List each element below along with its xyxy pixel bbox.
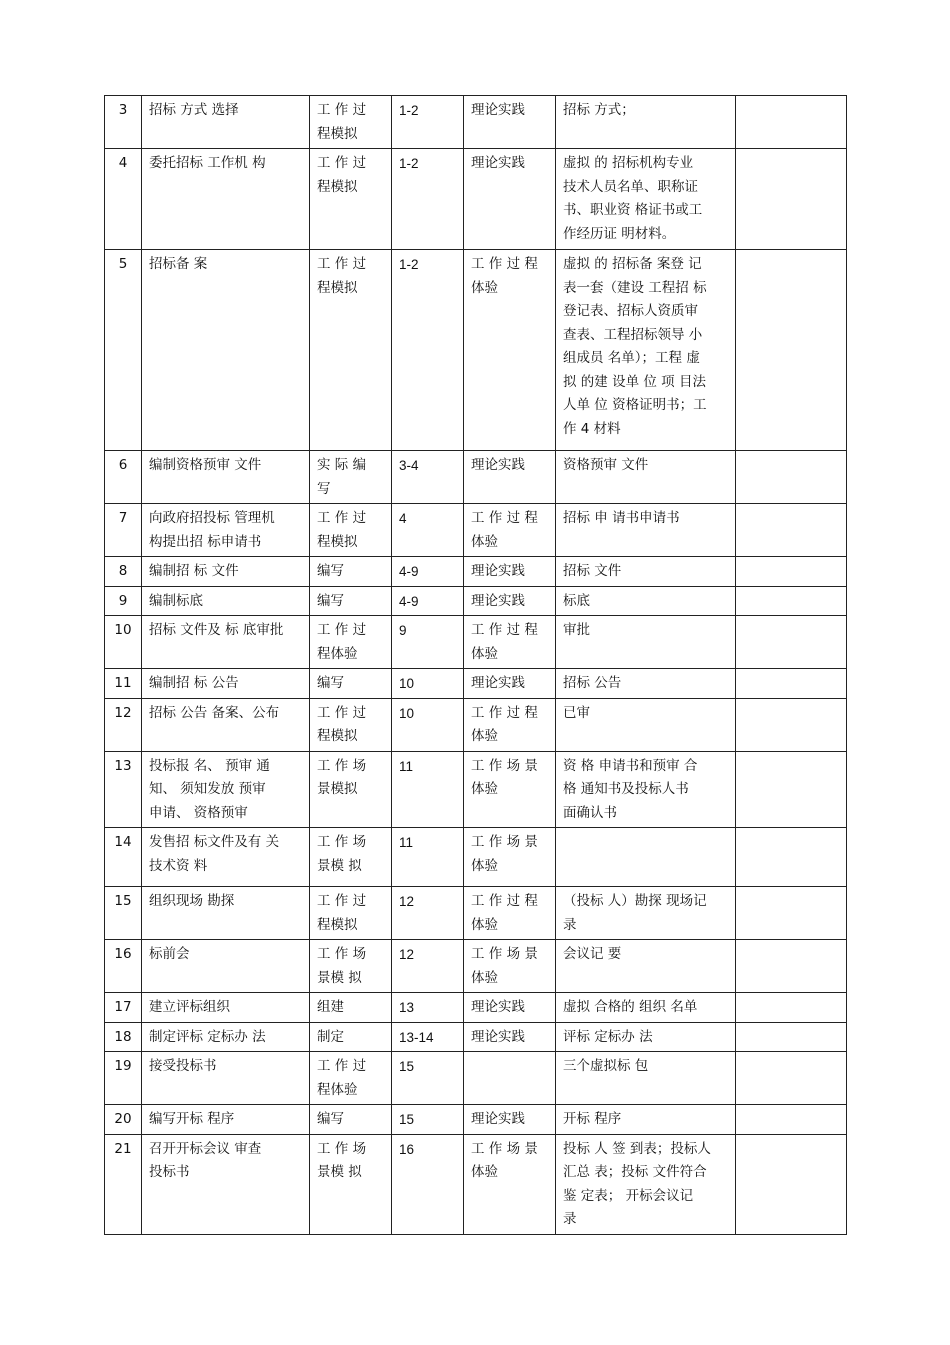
cell-task: 招标 文件及 标 底审批: [142, 616, 310, 669]
cell-note: [736, 698, 847, 751]
cell-note: [736, 96, 847, 149]
cell-week: 15: [392, 1105, 464, 1135]
cell-note: [736, 751, 847, 828]
cell-task: 组织现场 勘探: [142, 887, 310, 940]
cell-method: 组建: [310, 993, 392, 1023]
cell-output: （投标 人）勘探 现场记 录: [556, 887, 736, 940]
cell-number: 12: [105, 698, 142, 751]
cell-note: [736, 1105, 847, 1135]
cell-number: 7: [105, 504, 142, 557]
cell-number: 11: [105, 669, 142, 699]
cell-number: 17: [105, 993, 142, 1023]
cell-output: 招标 公告: [556, 669, 736, 699]
cell-task: 投标报 名、 预审 通 知、 须知发放 预审 申请、 资格预审: [142, 751, 310, 828]
cell-method: 工 作 过 程体验: [310, 616, 392, 669]
cell-week: 13-14: [392, 1022, 464, 1052]
cell-output: 虚拟 合格的 组织 名单: [556, 993, 736, 1023]
cell-task: 建立评标组织: [142, 993, 310, 1023]
cell-task: 编制标底: [142, 586, 310, 616]
cell-method: 工 作 过 程模拟: [310, 250, 392, 451]
cell-output: 虚拟 的 招标备 案登 记 表一套（建设 工程招 标 登记表、招标人资质审 查表、工程招标领导 小 组成员 名单）；工程 虚 拟 的建 设单 位 项 目法 人单 位 资格证明书；工 作 4 材料: [556, 250, 736, 451]
cell-note: [736, 1022, 847, 1052]
cell-task: 招标 公告 备案、公布: [142, 698, 310, 751]
cell-note: [736, 993, 847, 1023]
cell-note: [736, 504, 847, 557]
cell-week: 10: [392, 669, 464, 699]
cell-number: 21: [105, 1134, 142, 1234]
cell-type: 工 作 过 程 体验: [464, 616, 556, 669]
cell-type: 理论实践: [464, 1022, 556, 1052]
cell-task: 编制招 标 文件: [142, 557, 310, 587]
cell-number: 4: [105, 149, 142, 250]
cell-type: 理论实践: [464, 149, 556, 250]
cell-number: 3: [105, 96, 142, 149]
cell-week: 4: [392, 504, 464, 557]
table-row: [105, 698, 847, 751]
cell-method: 工 作 过 程模拟: [310, 149, 392, 250]
cell-method: 工 作 场 景模 拟: [310, 1134, 392, 1234]
table-row: [105, 1022, 847, 1052]
cell-method: 工 作 场 景模 拟: [310, 828, 392, 887]
cell-output: 评标 定标办 法: [556, 1022, 736, 1052]
cell-note: [736, 586, 847, 616]
cell-week: 1-2: [392, 96, 464, 149]
cell-method: 工 作 场 景模 拟: [310, 940, 392, 993]
cell-task: 招标备 案: [142, 250, 310, 451]
cell-method: 工 作 场 景模拟: [310, 751, 392, 828]
table-row: [105, 616, 847, 669]
cell-number: 8: [105, 557, 142, 587]
cell-output: 虚拟 的 招标机构专业 技术人员名单、职称证 书、职业资 格证书或工 作经历证 明材料。: [556, 149, 736, 250]
cell-note: [736, 887, 847, 940]
cell-task: 委托招标 工作机 构: [142, 149, 310, 250]
cell-output: 已审: [556, 698, 736, 751]
cell-type: 理论实践: [464, 96, 556, 149]
table-body: [105, 96, 847, 1235]
cell-method: 工 作 过 程模拟: [310, 698, 392, 751]
cell-type: 工 作 场 景 体验: [464, 940, 556, 993]
cell-note: [736, 451, 847, 504]
cell-number: 10: [105, 616, 142, 669]
cell-method: 编写: [310, 586, 392, 616]
cell-output: 审批: [556, 616, 736, 669]
table-row: [105, 669, 847, 699]
cell-number: 13: [105, 751, 142, 828]
cell-type: 工 作 场 景 体验: [464, 1134, 556, 1234]
table-row: [105, 993, 847, 1023]
cell-output: 招标 方式；: [556, 96, 736, 149]
cell-week: 1-2: [392, 250, 464, 451]
cell-note: [736, 149, 847, 250]
cell-task: 编写开标 程序: [142, 1105, 310, 1135]
cell-output: 标底: [556, 586, 736, 616]
table-row: [105, 940, 847, 993]
cell-week: 12: [392, 940, 464, 993]
table-row: [105, 557, 847, 587]
cell-task: 向政府招投标 管理机 构提出招 标申请书: [142, 504, 310, 557]
cell-type: 工 作 过 程 体验: [464, 504, 556, 557]
cell-type: 理论实践: [464, 557, 556, 587]
cell-task: 招标 方式 选择: [142, 96, 310, 149]
cell-task: 编制招 标 公告: [142, 669, 310, 699]
cell-type: 理论实践: [464, 993, 556, 1023]
cell-task: 编制资格预审 文件: [142, 451, 310, 504]
table-row: [105, 586, 847, 616]
cell-method: 工 作 过 程体验: [310, 1052, 392, 1105]
table-row: [105, 1134, 847, 1234]
cell-note: [736, 616, 847, 669]
cell-type: 理论实践: [464, 669, 556, 699]
cell-note: [736, 828, 847, 887]
cell-output: [556, 828, 736, 887]
cell-number: 16: [105, 940, 142, 993]
cell-type: 理论实践: [464, 586, 556, 616]
cell-type: 工 作 场 景 体验: [464, 828, 556, 887]
cell-note: [736, 669, 847, 699]
cell-type: 工 作 场 景 体验: [464, 751, 556, 828]
cell-week: 11: [392, 828, 464, 887]
table-row: [105, 887, 847, 940]
cell-method: 编写: [310, 557, 392, 587]
table-row: [105, 751, 847, 828]
cell-task: 发售招 标文件及有 关 技术资 料: [142, 828, 310, 887]
cell-week: 13: [392, 993, 464, 1023]
cell-week: 15: [392, 1052, 464, 1105]
table-row: [105, 451, 847, 504]
cell-task: 标前会: [142, 940, 310, 993]
cell-note: [736, 1052, 847, 1105]
cell-method: 制定: [310, 1022, 392, 1052]
cell-number: 5: [105, 250, 142, 451]
cell-output: 招标 申 请书申请书: [556, 504, 736, 557]
cell-task: 召开开标会议 审查 投标书: [142, 1134, 310, 1234]
table-row: [105, 1105, 847, 1135]
cell-note: [736, 1134, 847, 1234]
table-row: [105, 250, 847, 451]
cell-number: 9: [105, 586, 142, 616]
table-row: [105, 828, 847, 887]
cell-week: 9: [392, 616, 464, 669]
cell-note: [736, 940, 847, 993]
cell-type: 工 作 过 程 体验: [464, 887, 556, 940]
cell-output: 招标 文件: [556, 557, 736, 587]
cell-type: [464, 1052, 556, 1105]
cell-number: 15: [105, 887, 142, 940]
cell-task: 制定评标 定标办 法: [142, 1022, 310, 1052]
cell-week: 12: [392, 887, 464, 940]
cell-task: 接受投标书: [142, 1052, 310, 1105]
table-row: [105, 504, 847, 557]
cell-week: 16: [392, 1134, 464, 1234]
cell-method: 工 作 过 程模拟: [310, 887, 392, 940]
table-row: [105, 96, 847, 149]
cell-number: 20: [105, 1105, 142, 1135]
cell-method: 编写: [310, 1105, 392, 1135]
cell-output: 资格预审 文件: [556, 451, 736, 504]
cell-number: 18: [105, 1022, 142, 1052]
cell-type: 工 作 过 程 体验: [464, 698, 556, 751]
cell-output: 开标 程序: [556, 1105, 736, 1135]
cell-method: 工 作 过 程模拟: [310, 504, 392, 557]
cell-week: 1-2: [392, 149, 464, 250]
cell-week: 4-9: [392, 586, 464, 616]
cell-method: 工 作 过 程模拟: [310, 96, 392, 149]
cell-note: [736, 250, 847, 451]
cell-output: 三个虚拟标 包: [556, 1052, 736, 1105]
cell-week: 3-4: [392, 451, 464, 504]
cell-output: 投标 人 签 到表；投标人 汇总 表；投标 文件符合 鉴 定表； 开标会议记 录: [556, 1134, 736, 1234]
cell-output: 会议记 要: [556, 940, 736, 993]
cell-number: 19: [105, 1052, 142, 1105]
cell-week: 11: [392, 751, 464, 828]
cell-number: 14: [105, 828, 142, 887]
cell-output: 资 格 申请书和预审 合 格 通知书及投标人书 面确认书: [556, 751, 736, 828]
table-row: [105, 149, 847, 250]
cell-method: 编写: [310, 669, 392, 699]
cell-note: [736, 557, 847, 587]
cell-method: 实 际 编 写: [310, 451, 392, 504]
cell-type: 工 作 过 程 体验: [464, 250, 556, 451]
course-schedule-table: [104, 95, 847, 1235]
cell-type: 理论实践: [464, 451, 556, 504]
table-row: [105, 1052, 847, 1105]
cell-week: 4-9: [392, 557, 464, 587]
cell-week: 10: [392, 698, 464, 751]
cell-type: 理论实践: [464, 1105, 556, 1135]
cell-number: 6: [105, 451, 142, 504]
